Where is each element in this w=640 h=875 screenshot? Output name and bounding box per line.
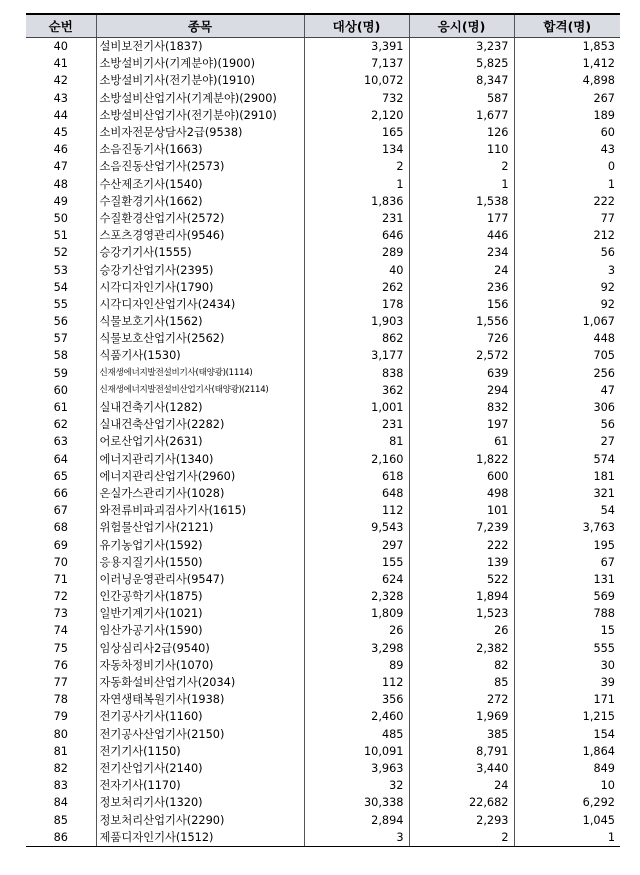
table-body: [26, 38, 620, 847]
header-row: [26, 14, 620, 38]
cell-eligible: 732: [304, 90, 409, 107]
cell-seq: 44: [53, 108, 68, 122]
table-row: [26, 72, 620, 89]
cell-examinees: 139: [409, 554, 514, 571]
cell-eligible: 30,338: [304, 794, 409, 811]
cell-eligible: 178: [304, 296, 409, 313]
cell-examinees: 24: [409, 777, 514, 794]
cell-examinees: 587: [409, 90, 514, 107]
table-row: [26, 622, 620, 639]
cell-passed: 3,763: [514, 519, 620, 536]
cell-item: 에너지관리기사(1340): [96, 451, 304, 468]
cell-passed: 60: [514, 124, 620, 141]
cell-passed: 256: [514, 365, 620, 382]
cell-eligible: 134: [304, 141, 409, 158]
table-row: [26, 433, 620, 450]
cell-eligible: 7,137: [304, 55, 409, 72]
cell-eligible: 3: [304, 829, 409, 847]
cell-seq: 77: [53, 676, 68, 690]
cell-seq: 56: [53, 315, 68, 329]
cell-examinees: 1,677: [409, 107, 514, 124]
cell-examinees: 82: [409, 657, 514, 674]
cell-examinees: 385: [409, 726, 514, 743]
cell-eligible: 1: [304, 176, 409, 193]
cell-examinees: 600: [409, 468, 514, 485]
cell-item: 실내건축산업기사(2282): [96, 416, 304, 433]
cell-seq: 86: [26, 829, 96, 847]
cell-passed: 306: [514, 399, 620, 416]
table-row: [26, 90, 620, 107]
table-row: [26, 502, 620, 519]
table-row: [26, 176, 620, 193]
cell-eligible: 2,160: [304, 451, 409, 468]
cell-seq: 66: [53, 486, 68, 500]
cell-passed: 212: [514, 227, 620, 244]
cell-item: 전자기사(1170): [96, 777, 304, 794]
exam-results-table: [26, 13, 620, 847]
cell-eligible: 89: [304, 657, 409, 674]
cell-seq: 80: [53, 727, 68, 741]
cell-examinees: 156: [409, 296, 514, 313]
table-row: [26, 468, 620, 485]
cell-item: 스포츠경영관리사(9546): [96, 227, 304, 244]
table-row: [26, 347, 620, 364]
header-passed: 합격(명): [514, 14, 620, 38]
cell-seq: 58: [53, 349, 68, 363]
table-row: [26, 313, 620, 330]
cell-item: 정보처리기사(1320): [96, 794, 304, 811]
cell-item: 유기농업기사(1592): [96, 536, 304, 553]
cell-examinees: 85: [409, 674, 514, 691]
cell-examinees: 2,382: [409, 640, 514, 657]
cell-eligible: 112: [304, 674, 409, 691]
cell-passed: 131: [514, 571, 620, 588]
cell-passed: 77: [514, 210, 620, 227]
cell-passed: 1: [514, 829, 620, 847]
table-row: [26, 55, 620, 72]
table-row: [26, 210, 620, 227]
cell-passed: 555: [514, 640, 620, 657]
cell-eligible: 862: [304, 330, 409, 347]
cell-eligible: 3,963: [304, 760, 409, 777]
cell-examinees: 2: [409, 829, 514, 847]
table-row: [26, 382, 620, 399]
cell-seq: 69: [53, 538, 68, 552]
cell-examinees: 24: [409, 261, 514, 278]
exam-results-table-container: [26, 13, 620, 847]
cell-passed: 6,292: [514, 794, 620, 811]
cell-passed: 67: [514, 554, 620, 571]
cell-item: 자동차정비기사(1070): [96, 657, 304, 674]
cell-seq: 75: [53, 641, 68, 655]
cell-examinees: 1,556: [409, 313, 514, 330]
cell-seq: 52: [53, 246, 68, 260]
cell-seq: 79: [53, 710, 68, 724]
cell-examinees: 5,825: [409, 55, 514, 72]
cell-item: 전기기사(1150): [96, 743, 304, 760]
cell-seq: 53: [53, 263, 68, 277]
cell-passed: 222: [514, 193, 620, 210]
cell-item: 신재생에너지발전설비기사(태양광)(1114): [96, 365, 304, 382]
cell-seq: 72: [53, 590, 68, 604]
header-item: 종목: [96, 14, 304, 38]
cell-passed: 1,864: [514, 743, 620, 760]
table-row: [26, 571, 620, 588]
cell-eligible: 297: [304, 536, 409, 553]
cell-passed: 1,215: [514, 708, 620, 725]
cell-item: 전기공사기사(1160): [96, 708, 304, 725]
table-row: [26, 158, 620, 175]
cell-seq: 85: [53, 813, 68, 827]
cell-passed: 267: [514, 90, 620, 107]
cell-examinees: 126: [409, 124, 514, 141]
cell-eligible: 2,894: [304, 811, 409, 828]
cell-eligible: 618: [304, 468, 409, 485]
cell-item: 소방설비기사(기계분야)(1900): [96, 55, 304, 72]
table-row: [26, 124, 620, 141]
cell-passed: 1,045: [514, 811, 620, 828]
cell-passed: 448: [514, 330, 620, 347]
cell-seq: 42: [53, 74, 68, 88]
cell-item: 식물보호기사(1562): [96, 313, 304, 330]
cell-passed: 43: [514, 141, 620, 158]
cell-item: 소방설비기사(전기분야)(1910): [96, 72, 304, 89]
cell-eligible: 3,177: [304, 347, 409, 364]
cell-seq: 54: [53, 280, 68, 294]
cell-passed: 321: [514, 485, 620, 502]
cell-item: 정보처리산업기사(2290): [96, 811, 304, 828]
table-row: [26, 743, 620, 760]
cell-eligible: 155: [304, 554, 409, 571]
header-examinees: 응시(명): [409, 14, 514, 38]
cell-passed: 54: [514, 502, 620, 519]
cell-passed: 1,853: [514, 38, 620, 56]
header-eligible: 대상(명): [304, 14, 409, 38]
cell-passed: 569: [514, 588, 620, 605]
cell-eligible: 9,543: [304, 519, 409, 536]
cell-item: 위험물산업기사(2121): [96, 519, 304, 536]
cell-item: 소비자전문상담사2급(9538): [96, 124, 304, 141]
cell-examinees: 22,682: [409, 794, 514, 811]
cell-item: 임상심리사2급(9540): [96, 640, 304, 657]
cell-seq: 51: [53, 229, 68, 243]
table-row: [26, 605, 620, 622]
cell-item: 일반기계기사(1021): [96, 605, 304, 622]
cell-examinees: 197: [409, 416, 514, 433]
cell-passed: 39: [514, 674, 620, 691]
cell-passed: 30: [514, 657, 620, 674]
cell-item: 수질환경기사(1662): [96, 193, 304, 210]
cell-item: 승강기기사(1555): [96, 244, 304, 261]
cell-eligible: 289: [304, 244, 409, 261]
cell-item: 소음진동기사(1663): [96, 141, 304, 158]
cell-eligible: 2,328: [304, 588, 409, 605]
cell-eligible: 624: [304, 571, 409, 588]
cell-item: 제품디자인기사(1512): [96, 829, 304, 847]
table-row: [26, 365, 620, 382]
cell-item: 소방설비산업기사(전기분야)(2910): [96, 107, 304, 124]
cell-seq: 46: [53, 143, 68, 157]
cell-item: 인간공학기사(1875): [96, 588, 304, 605]
cell-examinees: 272: [409, 691, 514, 708]
cell-seq: 40: [53, 40, 68, 54]
cell-seq: 48: [53, 177, 68, 191]
cell-eligible: 646: [304, 227, 409, 244]
table-row: [26, 261, 620, 278]
cell-item: 자동화설비산업기사(2034): [96, 674, 304, 691]
cell-examinees: 234: [409, 244, 514, 261]
cell-seq: 74: [53, 624, 68, 638]
table-row: [26, 588, 620, 605]
cell-passed: 195: [514, 536, 620, 553]
cell-item: 소방설비산업기사(기계분야)(2900): [96, 90, 304, 107]
cell-seq: 65: [53, 469, 68, 483]
table-row: [26, 399, 620, 416]
table-row: [26, 829, 620, 847]
cell-item: 이러닝운영관리사(9547): [96, 571, 304, 588]
cell-examinees: 7,239: [409, 519, 514, 536]
cell-seq: 64: [53, 452, 68, 466]
cell-examinees: 1,822: [409, 451, 514, 468]
cell-eligible: 32: [304, 777, 409, 794]
cell-item: 승강기산업기사(2395): [96, 261, 304, 278]
table-row: [26, 519, 620, 536]
cell-seq: 57: [53, 332, 68, 346]
cell-examinees: 3,237: [409, 38, 514, 56]
cell-seq: 41: [53, 57, 68, 71]
cell-passed: 574: [514, 451, 620, 468]
cell-examinees: 61: [409, 433, 514, 450]
cell-passed: 92: [514, 296, 620, 313]
table-row: [26, 330, 620, 347]
table-row: [26, 777, 620, 794]
cell-eligible: 362: [304, 382, 409, 399]
cell-eligible: 26: [304, 622, 409, 639]
cell-eligible: 231: [304, 416, 409, 433]
cell-eligible: 165: [304, 124, 409, 141]
cell-examinees: 177: [409, 210, 514, 227]
table-row: [26, 640, 620, 657]
cell-eligible: 40: [304, 261, 409, 278]
cell-seq: 45: [53, 126, 68, 140]
cell-examinees: 1,969: [409, 708, 514, 725]
cell-passed: 0: [514, 158, 620, 175]
cell-item: 소음진동산업기사(2573): [96, 158, 304, 175]
cell-seq: 55: [53, 297, 68, 311]
cell-item: 시각디자인산업기사(2434): [96, 296, 304, 313]
header-seq: 순번: [26, 14, 96, 38]
cell-examinees: 522: [409, 571, 514, 588]
cell-passed: 788: [514, 605, 620, 622]
table-row: [26, 485, 620, 502]
cell-examinees: 3,440: [409, 760, 514, 777]
table-row: [26, 657, 620, 674]
cell-passed: 705: [514, 347, 620, 364]
cell-seq: 81: [53, 744, 68, 758]
cell-passed: 56: [514, 416, 620, 433]
table-row: [26, 244, 620, 261]
cell-passed: 171: [514, 691, 620, 708]
cell-examinees: 8,791: [409, 743, 514, 760]
cell-eligible: 231: [304, 210, 409, 227]
cell-examinees: 2: [409, 158, 514, 175]
table-row: [26, 141, 620, 158]
cell-item: 시각디자인기사(1790): [96, 279, 304, 296]
cell-item: 와전류비파괴검사기사(1615): [96, 502, 304, 519]
cell-eligible: 356: [304, 691, 409, 708]
cell-examinees: 8,347: [409, 72, 514, 89]
cell-eligible: 3,298: [304, 640, 409, 657]
cell-eligible: 1,903: [304, 313, 409, 330]
table-row: [26, 416, 620, 433]
cell-item: 온실가스관리기사(1028): [96, 485, 304, 502]
cell-item: 식물보호산업기사(2562): [96, 330, 304, 347]
cell-passed: 3: [514, 261, 620, 278]
cell-item: 자연생태복원기사(1938): [96, 691, 304, 708]
cell-item: 전기공사산업기사(2150): [96, 726, 304, 743]
cell-eligible: 1,836: [304, 193, 409, 210]
cell-passed: 47: [514, 382, 620, 399]
cell-passed: 56: [514, 244, 620, 261]
cell-item: 응용지질기사(1550): [96, 554, 304, 571]
cell-eligible: 10,072: [304, 72, 409, 89]
cell-examinees: 101: [409, 502, 514, 519]
cell-passed: 849: [514, 760, 620, 777]
cell-examinees: 832: [409, 399, 514, 416]
cell-passed: 154: [514, 726, 620, 743]
table-row: [26, 691, 620, 708]
cell-examinees: 26: [409, 622, 514, 639]
cell-seq: 49: [53, 194, 68, 208]
cell-passed: 189: [514, 107, 620, 124]
cell-examinees: 1,538: [409, 193, 514, 210]
table-row: [26, 296, 620, 313]
cell-examinees: 294: [409, 382, 514, 399]
cell-seq: 68: [53, 521, 68, 535]
cell-examinees: 110: [409, 141, 514, 158]
cell-examinees: 1,894: [409, 588, 514, 605]
cell-eligible: 648: [304, 485, 409, 502]
cell-eligible: 10,091: [304, 743, 409, 760]
cell-eligible: 2,120: [304, 107, 409, 124]
cell-eligible: 838: [304, 365, 409, 382]
cell-passed: 15: [514, 622, 620, 639]
cell-eligible: 262: [304, 279, 409, 296]
cell-passed: 1,067: [514, 313, 620, 330]
cell-passed: 181: [514, 468, 620, 485]
table-row: [26, 38, 620, 56]
cell-seq: 82: [53, 761, 68, 775]
cell-item: 식품기사(1530): [96, 347, 304, 364]
cell-item: 설비보전기사(1837): [96, 38, 304, 56]
cell-item: 임산가공기사(1590): [96, 622, 304, 639]
table-row: [26, 726, 620, 743]
cell-passed: 4,898: [514, 72, 620, 89]
table-row: [26, 708, 620, 725]
cell-item: 실내건축기사(1282): [96, 399, 304, 416]
cell-examinees: 2,293: [409, 811, 514, 828]
cell-eligible: 2: [304, 158, 409, 175]
cell-item: 신재생에너지발전설비산업기사(태양광)(2114): [96, 382, 304, 399]
cell-examinees: 222: [409, 536, 514, 553]
cell-seq: 83: [53, 779, 68, 793]
cell-examinees: 498: [409, 485, 514, 502]
cell-eligible: 112: [304, 502, 409, 519]
table-row: [26, 451, 620, 468]
table-row: [26, 193, 620, 210]
cell-seq: 47: [53, 160, 68, 174]
cell-seq: 59: [53, 366, 68, 380]
cell-item: 수질환경산업기사(2572): [96, 210, 304, 227]
cell-examinees: 1: [409, 176, 514, 193]
cell-eligible: 1,001: [304, 399, 409, 416]
cell-passed: 1,412: [514, 55, 620, 72]
table-row: [26, 674, 620, 691]
cell-seq: 50: [53, 211, 68, 225]
cell-seq: 43: [53, 91, 68, 105]
cell-examinees: 639: [409, 365, 514, 382]
cell-seq: 63: [53, 435, 68, 449]
table-row: [26, 811, 620, 828]
table-row: [26, 227, 620, 244]
cell-examinees: 726: [409, 330, 514, 347]
table-row: [26, 107, 620, 124]
cell-eligible: 2,460: [304, 708, 409, 725]
cell-passed: 10: [514, 777, 620, 794]
cell-examinees: 236: [409, 279, 514, 296]
cell-eligible: 81: [304, 433, 409, 450]
cell-seq: 67: [53, 504, 68, 518]
cell-seq: 61: [53, 401, 68, 415]
table-row: [26, 279, 620, 296]
cell-seq: 71: [53, 572, 68, 586]
cell-examinees: 1,523: [409, 605, 514, 622]
cell-eligible: 3,391: [304, 38, 409, 56]
cell-seq: 76: [53, 658, 68, 672]
table-header: [26, 14, 620, 38]
cell-seq: 62: [53, 418, 68, 432]
cell-eligible: 1,809: [304, 605, 409, 622]
cell-eligible: 485: [304, 726, 409, 743]
cell-examinees: 446: [409, 227, 514, 244]
table-row: [26, 760, 620, 777]
cell-passed: 27: [514, 433, 620, 450]
cell-item: 수산제조기사(1540): [96, 176, 304, 193]
cell-passed: 92: [514, 279, 620, 296]
cell-seq: 78: [53, 693, 68, 707]
cell-seq: 73: [53, 607, 68, 621]
cell-seq: 60: [53, 383, 68, 397]
cell-item: 에너지관리산업기사(2960): [96, 468, 304, 485]
cell-item: 어로산업기사(2631): [96, 433, 304, 450]
table-row: [26, 536, 620, 553]
cell-examinees: 2,572: [409, 347, 514, 364]
cell-seq: 70: [53, 555, 68, 569]
table-row: [26, 794, 620, 811]
cell-seq: 84: [53, 796, 68, 810]
table-row: [26, 554, 620, 571]
cell-passed: 1: [514, 176, 620, 193]
cell-item: 전기산업기사(2140): [96, 760, 304, 777]
